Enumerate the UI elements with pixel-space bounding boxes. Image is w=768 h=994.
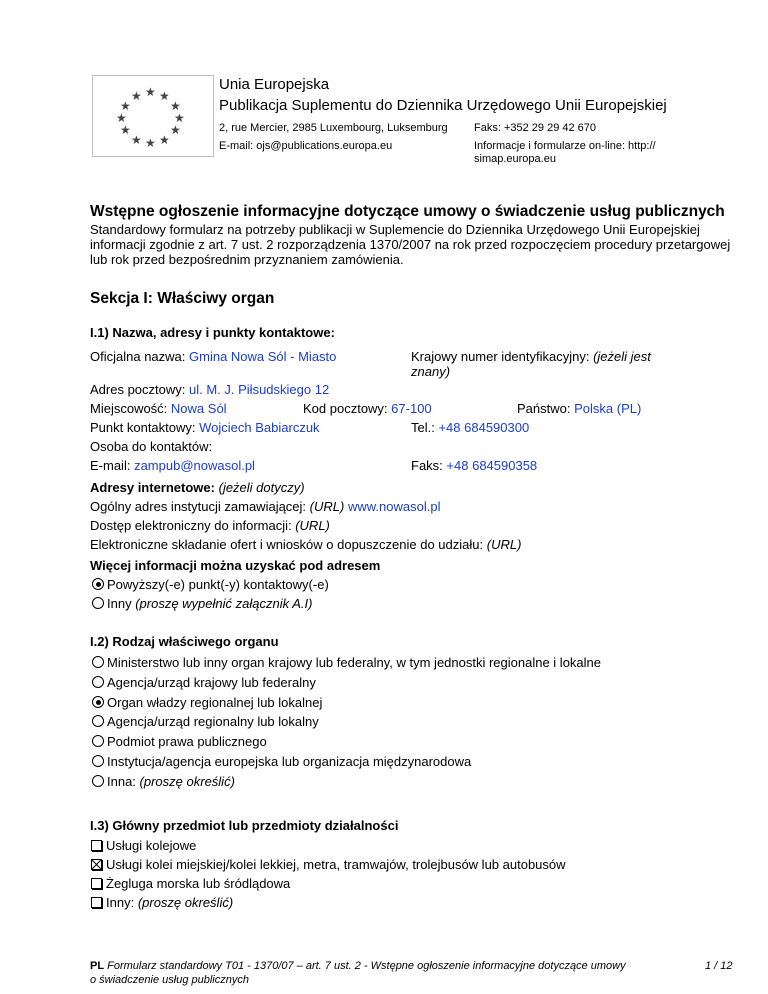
email-row bbox=[90, 458, 255, 473]
authority-option[interactable]: Ministerstwo lub inny organ krajowy lub federalny, w tym jednostki regionalne i lokalne bbox=[92, 655, 601, 670]
town-row bbox=[90, 401, 227, 416]
more-info-option-other[interactable]: Inny (proszę wypełnić załącznik A.I) bbox=[92, 596, 312, 611]
postcode-row bbox=[303, 401, 432, 416]
checkbox-icon[interactable] bbox=[91, 878, 102, 889]
general-url-link[interactable]: www.nowasol.pl bbox=[347, 499, 441, 514]
star-icon: ★ bbox=[131, 89, 142, 103]
footer-line2: o świadczenie usług publicznych bbox=[90, 974, 249, 986]
authority-option[interactable]: Agencja/urząd regionalny lub lokalny bbox=[92, 714, 319, 729]
header-info-line1: Informacje i formularze on-line: http:// bbox=[474, 140, 656, 152]
electronic-access-label: Dostęp elektroniczny do informacji: bbox=[90, 518, 292, 533]
contact-person-label: Osoba do kontaktów: bbox=[90, 439, 213, 454]
section-heading: Sekcja I: Właściwy organ bbox=[90, 290, 275, 307]
internet-row bbox=[90, 480, 305, 495]
authority-option[interactable]: Agencja/urząd krajowy lub federalny bbox=[92, 675, 316, 690]
general-url-label: Ogólny adres instytucji zamawiającej: bbox=[90, 499, 307, 514]
general-url-row bbox=[90, 499, 440, 514]
authority-option-other[interactable]: Inna: (proszę określić) bbox=[92, 774, 235, 789]
official-name-label: Oficjalna nazwa: bbox=[90, 349, 186, 364]
star-icon: ★ bbox=[159, 133, 170, 147]
postcode-value: 67-100 bbox=[391, 401, 432, 416]
intro-line3: lub rok przed bezpośrednim przyznaniem zamówienia. bbox=[90, 252, 404, 267]
star-icon: ★ bbox=[131, 133, 142, 147]
activity-option[interactable]: Usługi kolei miejskiej/kolei lekkiej, metra, tramwajów, trolejbusów lub autobusów bbox=[91, 857, 566, 872]
url-note: (URL) bbox=[295, 518, 330, 533]
radio-icon[interactable] bbox=[92, 735, 104, 747]
country-row bbox=[517, 401, 641, 416]
star-icon: ★ bbox=[116, 111, 127, 125]
radio-icon[interactable] bbox=[92, 597, 104, 609]
i2-heading: I.2) Rodzaj właściwego organu bbox=[90, 634, 279, 649]
email-label: E-mail: bbox=[90, 458, 131, 473]
star-icon: ★ bbox=[170, 99, 181, 113]
intro-line1: Standardowy formularz na potrzeby publikacji w Suplemencie do Dziennika Urzędowego Unii Europejskiej bbox=[90, 222, 700, 237]
official-name-row bbox=[90, 349, 336, 364]
country-label: Państwo: bbox=[517, 401, 571, 416]
internet-note: (jeżeli dotyczy) bbox=[218, 480, 305, 495]
town-value: Nowa Sól bbox=[170, 401, 227, 416]
header-org: Unia Europejska bbox=[219, 76, 330, 93]
contact-row bbox=[90, 420, 320, 435]
intro-line2: informacji zgodnie z art. 7 ust. 2 rozporządzenia 1370/2007 na rok przed rozpoczęciem procedury przetargowej bbox=[90, 237, 731, 252]
more-info-heading: Więcej informacji można uzyskać pod adresem bbox=[90, 558, 381, 573]
radio-icon[interactable] bbox=[92, 715, 104, 727]
footer-lang: PL bbox=[90, 960, 105, 972]
star-icon: ★ bbox=[145, 136, 156, 150]
star-icon: ★ bbox=[145, 85, 156, 99]
authority-option[interactable]: Organ władzy regionalnej lub lokalnej bbox=[92, 695, 322, 710]
tel-value: +48 684590300 bbox=[438, 420, 530, 435]
national-id-note-2: znany) bbox=[411, 364, 451, 379]
footer-text: Formularz standardowy T01 - 1370/07 – art. 7 ust. 2 - Wstępne ogłoszenie informacyjne dotyczące umowy bbox=[107, 960, 626, 972]
i3-heading: I.3) Główny przedmiot lub przedmioty działalności bbox=[90, 818, 399, 833]
authority-option[interactable]: Instytucja/agencja europejska lub organizacja międzynarodowa bbox=[92, 754, 471, 769]
national-id-label: Krajowy numer identyfikacyjny: bbox=[411, 349, 590, 364]
header-address: 2, rue Mercier, 2985 Luxembourg, Luksemburg bbox=[219, 122, 448, 134]
contact-value: Wojciech Babiarczuk bbox=[199, 420, 320, 435]
page-number: 1 / 12 bbox=[705, 960, 733, 972]
header-email: E-mail: ojs@publications.europa.eu bbox=[219, 140, 393, 152]
contact-label: Punkt kontaktowy: bbox=[90, 420, 196, 435]
url-note: (URL) bbox=[486, 537, 522, 552]
country-value: Polska (PL) bbox=[574, 401, 642, 416]
activity-option-other[interactable]: Inny: (proszę określić) bbox=[91, 895, 233, 910]
radio-icon[interactable] bbox=[92, 775, 104, 787]
radio-icon[interactable] bbox=[92, 656, 104, 668]
page-title: Wstępne ogłoszenie informacyjne dotyczące umowy o świadczenie usług publicznych bbox=[90, 203, 725, 220]
header-publication: Publikacja Suplementu do Dziennika Urzędowego Unii Europejskiej bbox=[219, 97, 667, 114]
electronic-access-row bbox=[90, 518, 330, 533]
more-info-option-above[interactable]: Powyższy(-e) punkt(-y) kontaktowy(-e) bbox=[92, 577, 329, 592]
header-fax: Faks: +352 29 29 42 670 bbox=[474, 122, 597, 134]
i1-heading: I.1) Nazwa, adresy i punkty kontaktowe: bbox=[90, 325, 335, 340]
checkbox-icon[interactable] bbox=[91, 840, 102, 851]
postal-row bbox=[90, 382, 329, 397]
tel-row bbox=[411, 420, 529, 435]
tel-label: Tel.: bbox=[411, 420, 435, 435]
fax-row bbox=[411, 458, 537, 473]
radio-icon[interactable] bbox=[92, 755, 104, 767]
postal-label: Adres pocztowy: bbox=[90, 382, 186, 397]
authority-option[interactable]: Podmiot prawa publicznego bbox=[92, 734, 267, 749]
star-icon: ★ bbox=[159, 89, 170, 103]
postcode-label: Kod pocztowy: bbox=[303, 401, 388, 416]
internet-label: Adresy internetowe: bbox=[90, 480, 215, 495]
electronic-submit-row bbox=[90, 537, 521, 552]
fax-label: Faks: bbox=[411, 458, 443, 473]
checkbox-checked-icon[interactable] bbox=[91, 859, 102, 870]
town-label: Miejscowość: bbox=[90, 401, 168, 416]
national-id-row bbox=[411, 349, 651, 364]
url-note: (URL) bbox=[309, 499, 345, 514]
eu-flag-logo bbox=[92, 75, 214, 157]
radio-selected-icon[interactable] bbox=[92, 696, 104, 708]
official-name-value: Gmina Nowa Sól - Miasto bbox=[189, 349, 337, 364]
header-info-line2: simap.europa.eu bbox=[474, 153, 556, 165]
national-id-note: (jeżeli jest bbox=[593, 349, 651, 364]
electronic-submit-label: Elektroniczne składanie ofert i wniosków o dopuszczenie do udziału: bbox=[90, 537, 484, 552]
star-icon: ★ bbox=[120, 99, 131, 113]
checkbox-icon[interactable] bbox=[91, 897, 102, 908]
star-icon: ★ bbox=[120, 123, 131, 137]
star-icon: ★ bbox=[174, 111, 185, 125]
radio-icon[interactable] bbox=[92, 676, 104, 688]
activity-option[interactable]: Żegluga morska lub śródlądowa bbox=[91, 876, 290, 891]
footer-line1 bbox=[90, 960, 626, 972]
star-icon: ★ bbox=[170, 123, 181, 137]
activity-option[interactable]: Usługi kolejowe bbox=[91, 838, 196, 853]
postal-value: ul. M. J. Piłsudskiego 12 bbox=[189, 382, 330, 397]
email-value[interactable]: zampub@nowasol.pl bbox=[134, 458, 255, 473]
radio-selected-icon[interactable] bbox=[92, 578, 104, 590]
fax-value: +48 684590358 bbox=[446, 458, 538, 473]
